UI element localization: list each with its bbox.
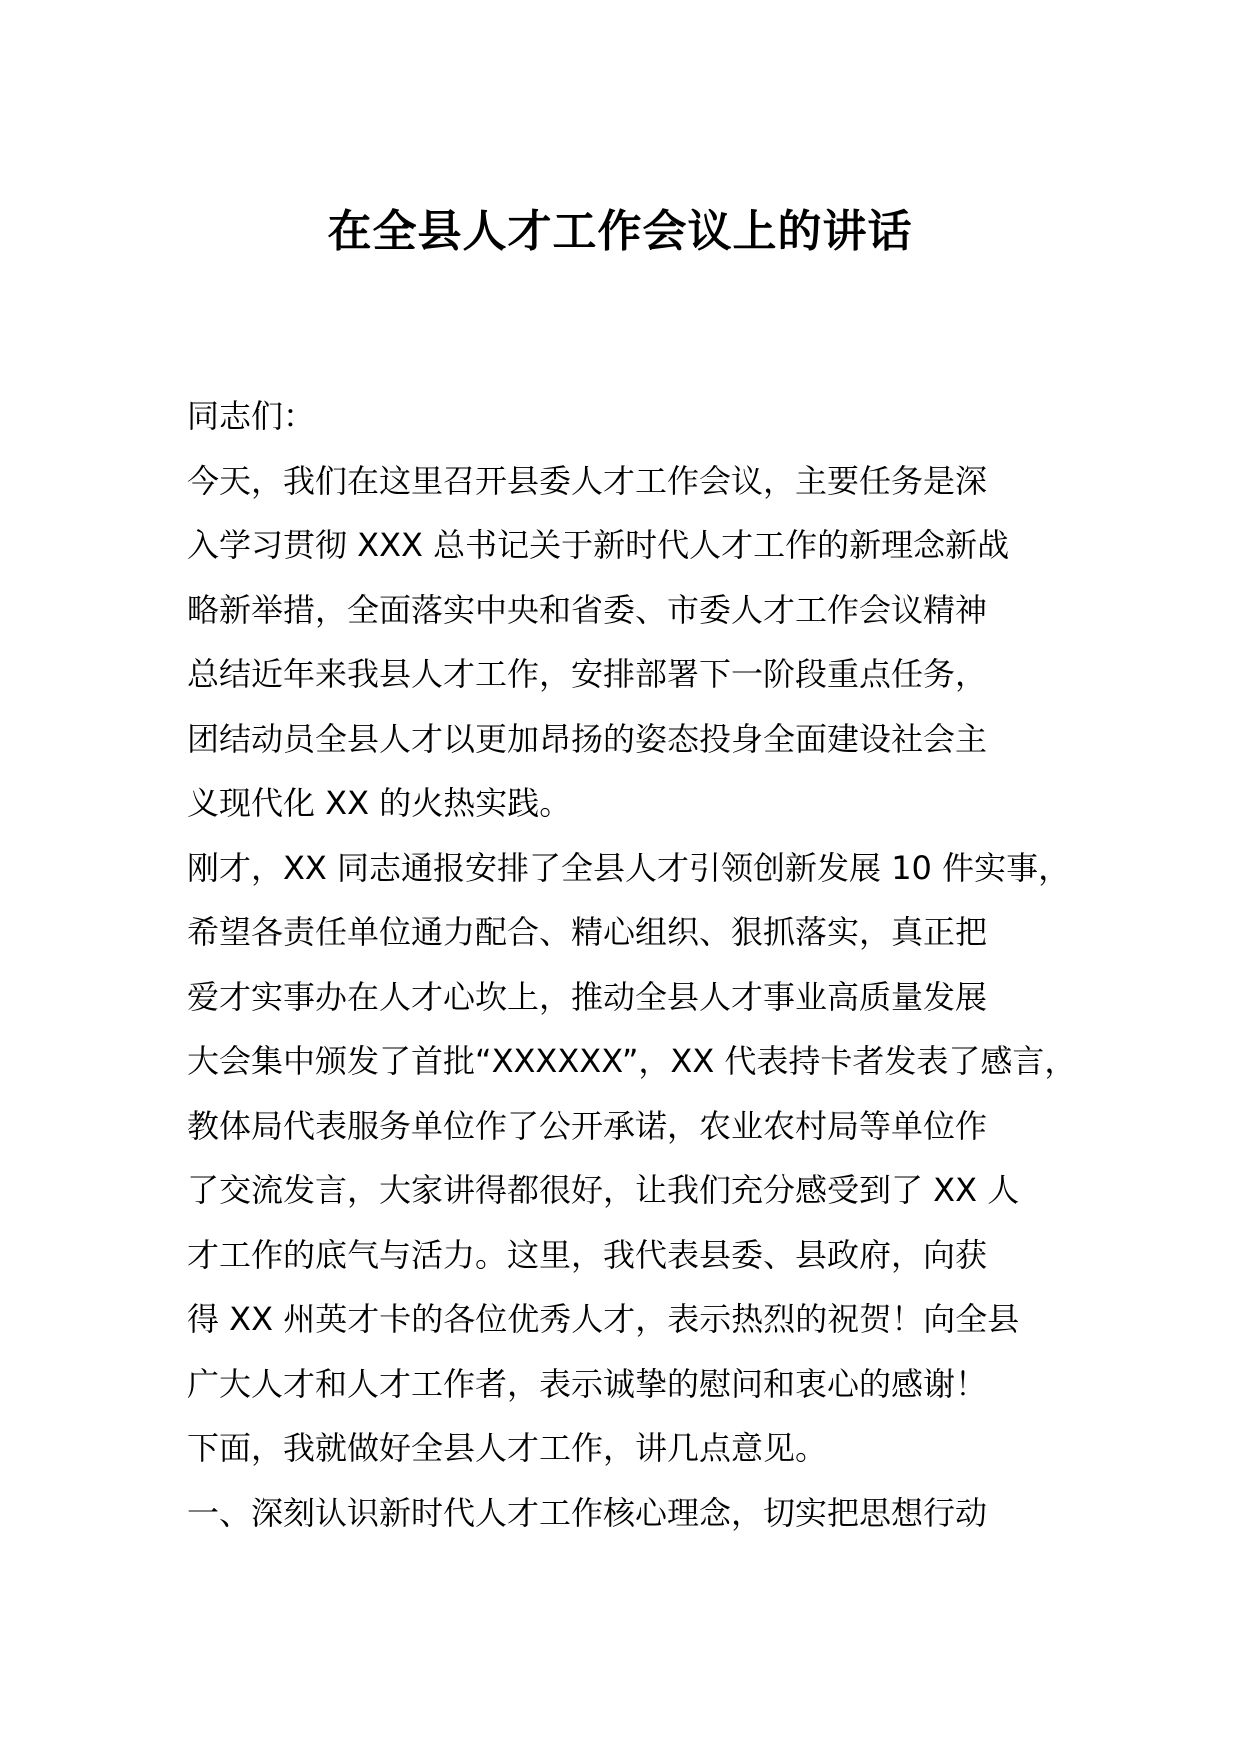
text-line: 今天，我们在这里召开县委人才工作会议，主要任务是深 <box>187 461 988 500</box>
text-line: 总结近年来我县人才工作，安排部署下一阶段重点任务， <box>187 655 988 693</box>
text-line: 一、深刻认识新时代人才工作核心理念，切实把思想行动 <box>187 1493 988 1532</box>
document-body <box>187 384 1087 1545</box>
text-line: 希望各责任单位通力配合、精心组织、狠抓落实，真正把 <box>187 913 988 951</box>
text-line: 才工作的底气与活力。这里，我代表县委、县政府，向获 <box>187 1235 988 1274</box>
text-line: 略新举措，全面落实中央和省委、市委人才工作会议精神 <box>187 590 988 629</box>
text-line: 得 XX 州英才卡的各位优秀人才，表示热烈的祝贺！向全县 <box>187 1300 1020 1338</box>
text-line: 大会集中颁发了首批“XXXXXX”，XX 代表持卡者发表了感言， <box>187 1042 1077 1080</box>
text-line: 广大人才和人才工作者，表示诚挚的慰问和衷心的感谢！ <box>187 1364 988 1403</box>
text-line: 爱才实事办在人才心坎上，推动全县人才事业高质量发展 <box>187 977 988 1016</box>
text-line: 义现代化 XX 的火热实践。 <box>187 784 572 822</box>
text-line: 下面，我就做好全县人才工作，讲几点意见。 <box>187 1429 828 1467</box>
text-line: 了交流发言，大家讲得都很好，让我们充分感受到了 XX 人 <box>187 1171 1020 1209</box>
text-line: 入学习贯彻 XXX 总书记关于新时代人才工作的新理念新战 <box>187 526 1010 564</box>
text-line: 刚才，XX 同志通报安排了全县人才引领创新发展 10 件实事， <box>187 848 1071 887</box>
document-title: 在全县人才工作会议上的讲话 <box>327 206 913 257</box>
text-line: 同志们： <box>187 397 316 435</box>
text-line: 教体局代表服务单位作了公开承诺，农业农村局等单位作 <box>187 1106 988 1145</box>
text-line: 团结动员全县人才以更加昂扬的姿态投身全面建设社会主 <box>187 719 988 758</box>
